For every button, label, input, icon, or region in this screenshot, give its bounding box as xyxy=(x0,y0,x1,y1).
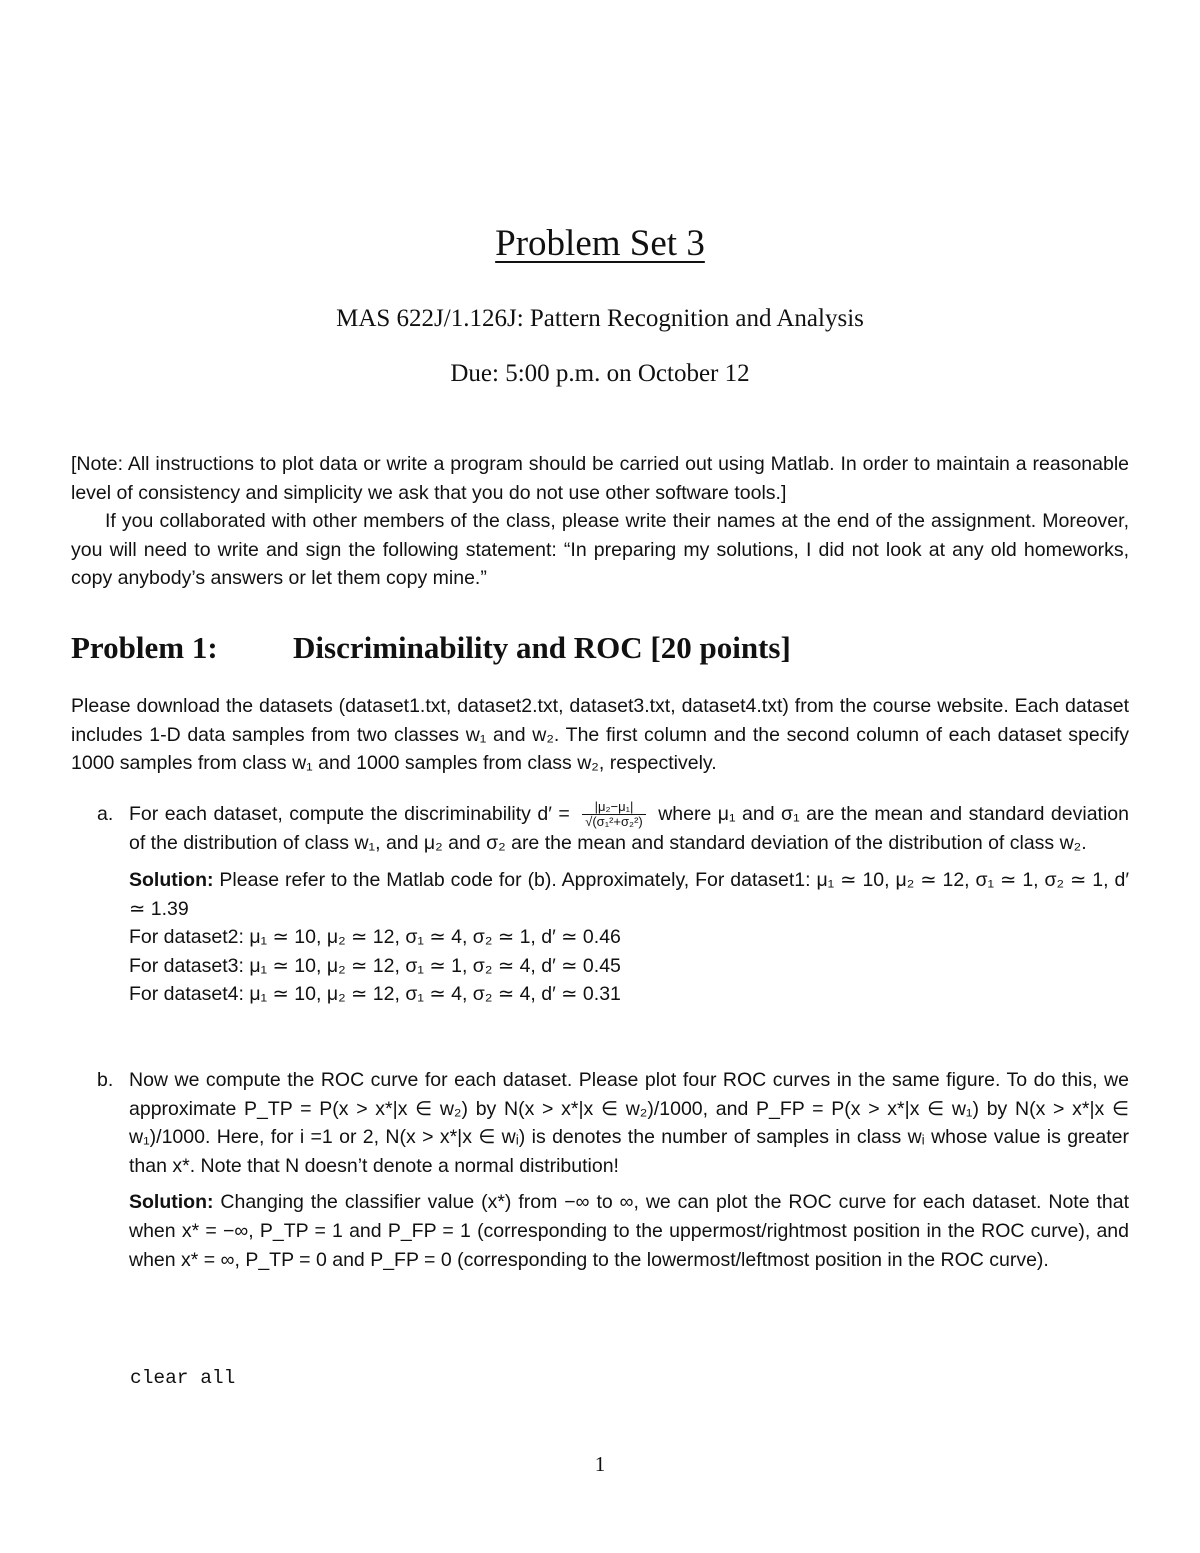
problem-heading xyxy=(71,630,791,666)
due-date: Due: 5:00 p.m. on October 12 xyxy=(450,360,750,387)
item-b-question: Now we compute the ROC curve for each dataset. Please plot four ROC curves in the same figure. To do this, we approximate P_TP = P(x > x*|x ∈ w₂) by N(x > x*|x ∈ w₂)/1000, and P_FP = P(x > x*|x ∈ w₁) by N(x > x*|x ∈ w₁)/1000. Here, for i =1 or 2, N(x > x*|x ∈ wᵢ) is denotes the number of samples in class wᵢ whose value is greater than x*. Note that N doesn’t denote a normal distribution! xyxy=(129,1069,1129,1177)
solution-label: Solution: xyxy=(129,868,214,891)
solution-label: Solution: xyxy=(129,1191,214,1214)
dataset3-result: For dataset3: μ₁ ≃ 10, μ₂ ≃ 12, σ₁ ≃ 1, σ₂ ≃ 4, d′ ≃ 0.45 xyxy=(129,954,621,977)
item-marker: b. xyxy=(97,1069,114,1091)
fraction-numerator: |μ₂−μ₁| xyxy=(582,800,646,815)
item-marker: a. xyxy=(97,803,114,825)
note-paragraph: [Note: All instructions to plot data or write a program should be carried out using Matlab. In order to maintain a reasonable level of consistency and simplicity we ask that you do not use other software tools.] xyxy=(71,453,1129,504)
dataset2-result: For dataset2: μ₁ ≃ 10, μ₂ ≃ 12, σ₁ ≃ 4, σ₂ ≃ 1, d′ ≃ 0.46 xyxy=(129,926,621,949)
code-line: clear all xyxy=(130,1367,236,1389)
document-title: Problem Set 3 xyxy=(495,223,705,264)
problem-title: Discriminability and ROC [20 points] xyxy=(293,630,791,665)
item-b-solution: Solution: Changing the classifier value (x*) from −∞ to ∞, we can plot the ROC curve for each dataset. Note that when x* = −∞, P_TP = 1 and P_FP = 1 (corresponding to the uppermost/rightmost position in the ROC curve), and when x* = ∞, P_TP = 0 and P_FP = 0 (corresponding to the lowermost/leftmost position in the ROC curve). xyxy=(129,1191,1130,1271)
problem-intro: Please download the datasets (dataset1.txt, dataset2.txt, dataset3.txt, dataset4.txt) from the course website. Each dataset includes 1-D data samples from two classes w₁ and w₂. The first column and the second column of each dataset specify 1000 samples from class w₁ and 1000 samples from class w₂, respectively. xyxy=(71,695,1129,775)
discriminability-fraction xyxy=(582,800,646,829)
course-title: MAS 622J/1.126J: Pattern Recognition and Analysis xyxy=(336,305,864,332)
item-a-question: For each dataset, compute the discriminability d′ = $\frac{\text{|μ₂−μ₁|}}{\text{√(σ₁²+σ₂²)}}$ where μ₁ and σ₁ are the mean and standard deviation of the distribution of class w₁, and μ₂ and σ₂ are the mean and standard deviation of the distribution of class w₂. xyxy=(129,799,1129,855)
fraction-denominator: √(σ₁²+σ₂²) xyxy=(585,814,643,830)
collaboration-paragraph: If you collaborated with other members of the class, please write their names at the end of the assignment. Moreover, you will need to write and sign the following statement: “In preparing my solutions, I did not look at any old homeworks, copy anybody’s answers or let them copy mine.” xyxy=(71,510,1129,590)
page-number: 1 xyxy=(594,1452,606,1476)
item-a-solution: Solution: Please refer to the Matlab code for (b). Approximately, For dataset1: μ₁ ≃ 10, μ₂ ≃ 12, σ₁ ≃ 1, σ₂ ≃ 1, d′ ≃ 1.39 xyxy=(129,868,1129,920)
note-block xyxy=(71,450,1129,593)
problem-number: Problem 1: xyxy=(71,630,218,665)
item-a xyxy=(71,800,1129,1021)
item-b xyxy=(71,1066,1129,1286)
dataset4-result: For dataset4: μ₁ ≃ 10, μ₂ ≃ 12, σ₁ ≃ 4, σ₂ ≃ 4, d′ ≃ 0.31 xyxy=(129,983,621,1006)
